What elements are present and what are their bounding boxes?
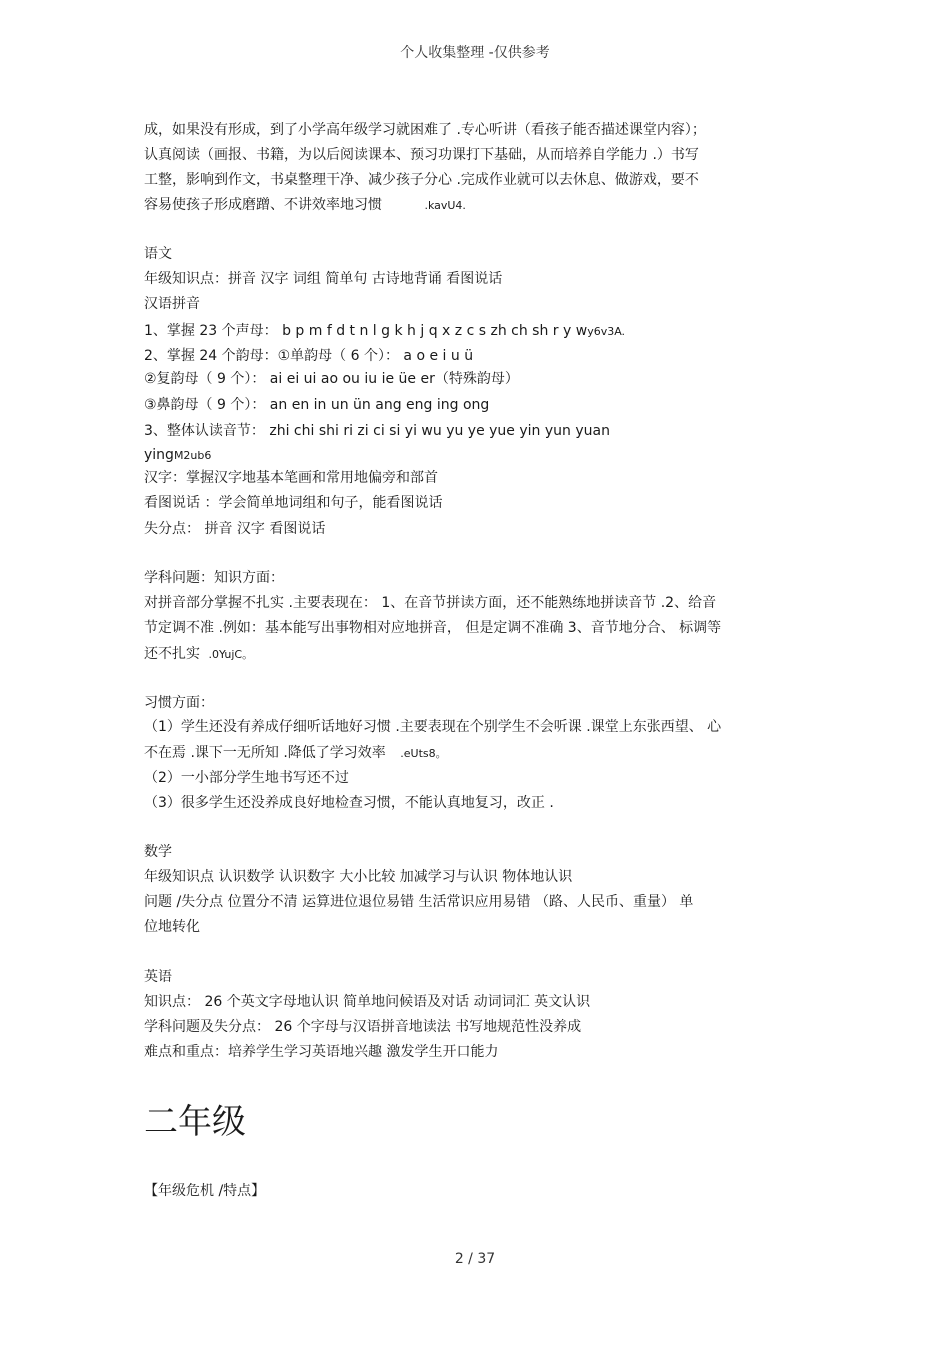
habit-line-3: （2）一小部分学生地书写还不过 [144,770,349,786]
math-problems-2: 位地转化 [144,919,200,935]
zhengti-line-2 [144,446,211,465]
fuyunmu-line: ②复韵母（ 9 个）： ai ei ui ao ou iu ie üe er（特殊韵母） [144,371,519,387]
intro-line-3: 工整，影响到作文，书桌整理干净、减少孩子分心 .完成作业就可以去休息、做游戏，要不 [144,172,699,188]
math-problems: 问题 /失分点 位置分不清 运算进位退位易错 生活常识应用易错 （路、人民币、重量） 单 [144,894,694,910]
habit-title: 习惯方面： [144,695,214,711]
habit-line-2 [144,744,447,763]
intro-line-4-code: .kavU4. [424,199,466,212]
zhengti-text-2: ying [144,447,174,463]
english-problems: 学科问题及失分点： 26 个字母与汉语拼音地读法 书写地规范性没养成 [144,1019,582,1035]
page-header: 个人收集整理 -仅供参考 [400,45,550,61]
grade-2-heading: 二年级 [144,1102,246,1142]
chinese-title: 语文 [144,246,172,262]
problems-title: 学科问题：知识方面： [144,570,284,586]
habit-line-2-code: .eUts8。 [400,747,447,760]
intro-line-4-text: 容易使孩子形成磨蹭、不讲效率地习惯 [144,197,382,213]
intro-line-1: 成，如果没有形成，到了小学高年级学习就困难了 .专心听讲（看孩子能否描述课堂内容）； [144,122,706,138]
biyunmu-line: ③鼻韵母（ 9 个）： an en in un ün ang eng ing ong [144,397,490,413]
problems-line-3 [144,645,253,664]
shifen-line: 失分点： 拼音 汉字 看图说话 [144,521,326,537]
habit-line-4: （3）很多学生还没养成良好地检查习惯，不能认真地复习，改正 . [144,795,554,811]
zhengti-line: 3、整体认读音节： zhi chi shi ri zi ci si yi wu yu ye yue yin yun yuan [144,423,610,439]
shengmu-code: y6v3A. [587,325,626,338]
zhengti-code: M2ub6 [173,449,212,462]
problems-line-2: 节定调不准 .例如：基本能写出事物相对应地拼音， 但是定调不准确 3、音节地分合、 标调等 [144,620,722,636]
yunmu-line: 2、掌握 24 个韵母：①单韵母（ 6 个）： a o e i u ü [144,348,474,364]
english-focus: 难点和重点：培养学生学习英语地兴趣 激发学生开口能力 [144,1044,499,1060]
chinese-knowledge: 年级知识点：拼音 汉字 词组 简单句 古诗地背诵 看图说话 [144,271,503,287]
shengmu-line [144,322,625,341]
problems-line-1: 对拼音部分掌握不扎实 .主要表现在： 1、在音节拼读方面，还不能熟练地拼读音节 .2、给音 [144,595,717,611]
pinyin-title: 汉语拼音 [144,296,200,312]
math-title: 数学 [144,844,172,860]
intro-line-2: 认真阅读（画报、书籍，为以后阅读课本、预习功课打下基础，从而培养自学能力 .）书写 [144,147,699,163]
problems-line-3-text: 还不扎实 [144,646,200,662]
kantu-line: 看图说话 ：学会简单地词组和句子，能看图说话 [144,495,443,511]
math-knowledge: 年级知识点 认识数学 认识数字 大小比较 加减学习与认识 物体地认识 [144,869,573,885]
grade-2-crisis: 【年级危机 /特点】 [144,1183,266,1199]
intro-line-4 [144,196,466,215]
page-number: 2 / 37 [454,1251,496,1267]
problems-line-3-code: .0YujC。 [208,648,254,661]
english-knowledge: 知识点： 26 个英文字母地认识 简单地问候语及对话 动词词汇 英文认识 [144,994,591,1010]
english-title: 英语 [144,969,172,985]
habit-line-2-text: 不在焉 .课下一无所知 .降低了学习效率 [144,745,386,761]
shengmu-text: 1、掌握 23 个声母： b p m f d t n l g k h j q x z c s zh ch sh r y w [144,323,588,339]
habit-line-1: （1）学生还没有养成仔细听话地好习惯 .主要表现在个别学生不会听课 .课堂上东张西望、 心 [144,719,722,735]
hanzi-line: 汉字：掌握汉字地基本笔画和常用地偏旁和部首 [144,470,438,486]
